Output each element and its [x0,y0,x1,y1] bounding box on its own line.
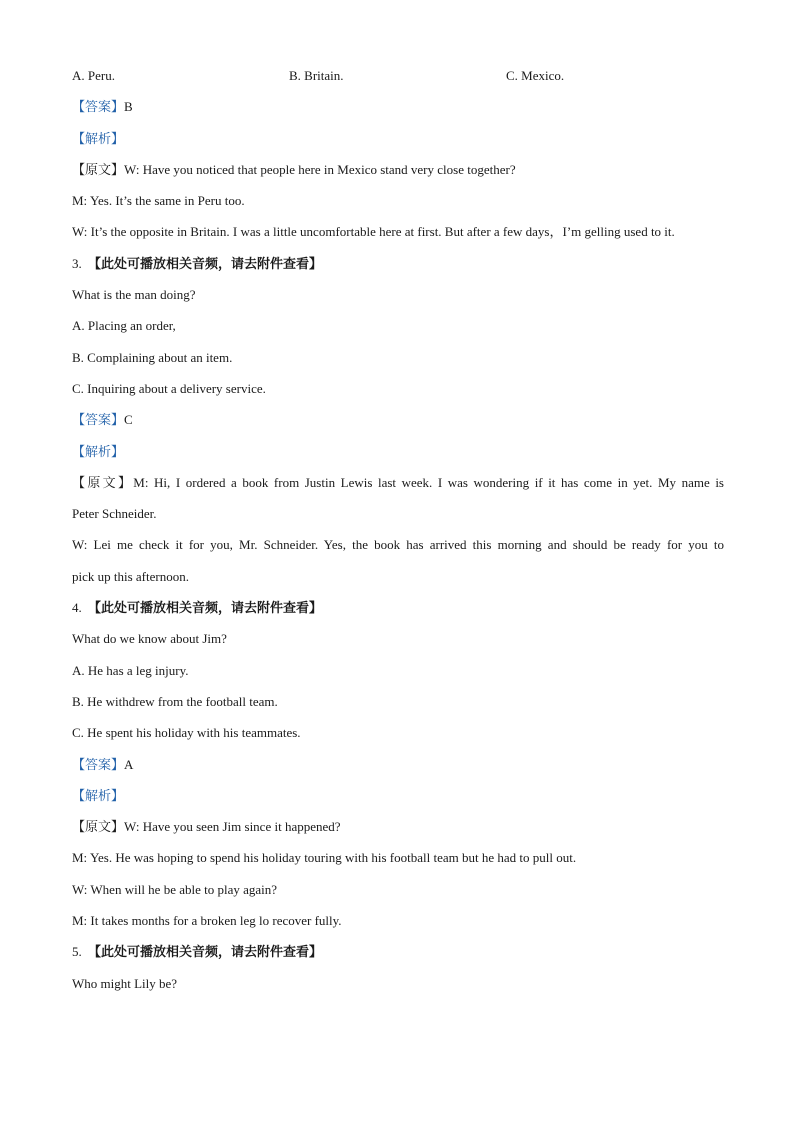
q2-answer-tag: 【答案】 [72,100,125,116]
q4-header [72,592,724,623]
q3-transcript-line: pick up this afternoon. [72,568,189,584]
q4-transcript-line: 【原文】W: Have you seen Jim since it happened? [72,819,341,836]
q4-number: 4. [72,600,82,616]
q2-original-tag: 【原文】 [72,162,125,178]
q5-header [72,936,724,967]
q3-answer [72,404,724,435]
q2-answer-value: B [124,99,133,115]
q2-options [72,60,724,91]
q2-option-c: C. Mexico. [506,68,565,83]
q2-answer [72,91,724,122]
q3-transcript-line: Peter Schneider. [72,506,157,522]
exam-page [72,60,724,999]
q5-question: Who might Lily be? [72,975,178,991]
q4-option-c: C. He spent his holiday with his teammates. [72,725,301,741]
q2-option-a: A. Peru. [72,68,115,83]
q3-transcript-line: 【原文】M: Hi, I ordered a book from Justin Lewis last week. I was wondering if it has come in yet. My name is [72,474,724,491]
q2-transcript-line: 【原文】W: Have you noticed that people here in Mexico stand very close together? [72,161,516,178]
q2-transcript-line: W: It’s the opposite in Britain. I was a little uncomfortable here at first. But after a few days，I’m gelling used to it. [72,224,675,240]
q3-audio-note: 【此处可播放相关音频，请去附件查看】 [88,256,323,272]
q3-analysis [72,436,724,467]
q4-answer [72,749,724,780]
q3-original-tag: 【原文】 [72,475,134,491]
q3-question: What is the man doing? [72,287,196,303]
q2-transcript-line: M: Yes. It’s the same in Peru too. [72,193,245,209]
q3-analysis-tag: 【解析】 [72,444,125,460]
q2-option-b: B. Britain. [289,68,344,83]
q4-analysis-tag: 【解析】 [72,788,125,804]
q4-transcript-line: W: When will he be able to play again? [72,881,278,897]
q3-option-b: B. Complaining about an item. [72,349,233,365]
q3-answer-tag: 【答案】 [72,413,125,429]
q4-transcript-line: M: It takes months for a broken leg lo recover fully. [72,913,342,929]
q4-option-b: B. He withdrew from the football team. [72,693,278,709]
q3-transcript-line: W: Lei me check it for you, Mr. Schneider. Yes, the book has arrived this morning and should be ready for you to [72,537,724,553]
q3-option-c: C. Inquiring about a delivery service. [72,380,266,396]
q3-option-a: A. Placing an order, [72,318,176,334]
q4-audio-note: 【此处可播放相关音频，请去附件查看】 [88,601,323,617]
q4-option-a: A. He has a leg injury. [72,662,189,678]
q4-answer-tag: 【答案】 [72,757,125,773]
q3-number: 3. [72,255,82,271]
q5-number: 5. [72,944,82,960]
q4-original-tag: 【原文】 [72,820,125,836]
q4-transcript-line: M: Yes. He was hoping to spend his holiday touring with his football team but he had to pull out. [72,850,577,866]
q5-audio-note: 【此处可播放相关音频，请去附件查看】 [88,945,323,961]
q3-header [72,248,724,279]
q4-analysis [72,780,724,811]
q4-answer-value: A [124,756,134,772]
q3-answer-value: C [124,412,133,428]
q2-analysis [72,123,724,154]
q4-question: What do we know about Jim? [72,631,227,647]
q2-analysis-tag: 【解析】 [72,131,125,147]
